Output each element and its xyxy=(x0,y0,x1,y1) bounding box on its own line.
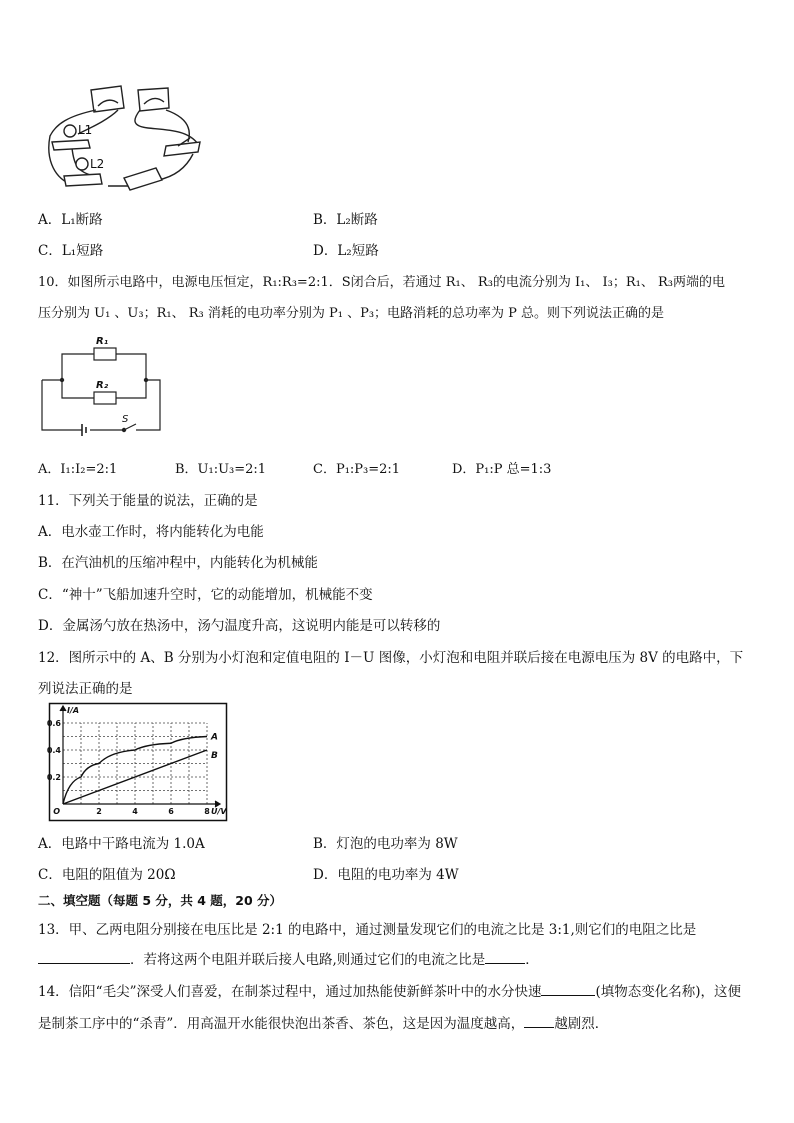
q12-option-a-letter: A． xyxy=(38,836,62,852)
q9-option-d-text: L₂短路 xyxy=(337,243,379,259)
q10-option-c[interactable]: C．P₁:P₃=2:1 xyxy=(313,462,401,477)
q13-line2-text-a: ．若将这两个电阻并联后接人电路,则通过它们的电流之比是 xyxy=(130,952,486,968)
q14-line2-text-a: 是制茶工序中的“杀青”．用高温开水能很快泡出茶香、茶色，这是因为温度越高， xyxy=(38,1016,525,1032)
q11-option-c[interactable]: C．“神十”飞船加速升空时，它的动能增加，机械能不变 xyxy=(38,587,373,603)
q12-option-b-letter: B． xyxy=(313,836,337,852)
q14-answer-blank-1[interactable] xyxy=(541,981,595,996)
q9-circuit-figure xyxy=(38,76,208,194)
series-a-label: A xyxy=(211,732,218,743)
x-tick-label: 2 xyxy=(96,807,102,816)
q12-stem-line1: 12．图所示中的 A、B 分别为小灯泡和定值电阻的 I－U 图像，小灯泡和电阻并联后接在电源电压为 8V 的电路中，下 xyxy=(38,650,744,666)
q11-option-d[interactable]: D．金属汤勺放在热汤中，汤勺温度升高，这说明内能是可以转移的 xyxy=(38,618,441,634)
q10-stem-line1: 10．如图所示电路中，电源电压恒定，R₁:R₃=2:1．S闭合后，若通过 R₁、 R₃的电流分别为 I₁、 I₃；R₁、 R₃两端的电 xyxy=(38,275,725,290)
q10-stem-line2: 压分别为 U₁ 、U₃；R₁、 R₃ 消耗的电功率分别为 P₁ 、P₃；电路消耗的总功率为 P 总。则下列说法正确的是 xyxy=(38,306,665,321)
q14-line1 xyxy=(38,980,741,1000)
x-axis-label: U/V xyxy=(211,807,227,816)
x-tick-label: 6 xyxy=(168,807,174,816)
q12-option-d[interactable] xyxy=(313,863,459,883)
q9-option-b[interactable] xyxy=(313,208,378,228)
q9-option-b-text: L₂断路 xyxy=(336,212,378,228)
q12-option-d-text: 电阻的电功率为 4W xyxy=(337,867,459,883)
q12-option-c-letter: C． xyxy=(38,867,62,883)
q12-option-d-letter: D． xyxy=(313,867,338,883)
q10-option-d[interactable]: D．P₁:P 总=1:3 xyxy=(452,462,552,477)
q9-option-d[interactable] xyxy=(313,239,379,259)
q9-option-a-text: L₁断路 xyxy=(61,212,103,228)
q10-label-r2: R₂ xyxy=(96,380,109,391)
q9-label-l1: L1 xyxy=(78,123,93,137)
section2-title: 二、填空题（每题 5 分，共 4 题，20 分） xyxy=(38,893,283,908)
y-tick-label: 0.2 xyxy=(46,773,61,782)
q11-option-b[interactable]: B．在汽油机的压缩冲程中，内能转化为机械能 xyxy=(38,555,318,571)
q9-option-a-letter: A． xyxy=(38,212,62,228)
x-tick-label: 8 xyxy=(204,807,210,816)
q10-label-r1: R₁ xyxy=(96,336,109,347)
q12-option-a[interactable] xyxy=(38,832,205,852)
q13-answer-blank-2[interactable] xyxy=(485,949,525,964)
q12-stem-line2: 列说法正确的是 xyxy=(38,681,133,697)
q14-line1-text-b: (填物态变化名称)，这便 xyxy=(595,984,742,1000)
q9-option-a[interactable] xyxy=(38,208,103,228)
q13-line2 xyxy=(38,948,539,968)
q10-option-b[interactable]: B．U₁:U₃=2:1 xyxy=(175,462,267,477)
q12-option-b[interactable] xyxy=(313,832,458,852)
q9-label-l2: L2 xyxy=(90,157,105,171)
x-tick-label: 4 xyxy=(132,807,138,816)
q10-circuit-figure xyxy=(38,332,168,440)
q11-stem: 11．下列关于能量的说法，正确的是 xyxy=(38,493,258,509)
q14-line2-text-b: 越剧烈． xyxy=(554,1016,609,1032)
q10-option-a[interactable]: A．I₁:I₂=2:1 xyxy=(38,462,118,477)
q12-option-b-text: 灯泡的电功率为 8W xyxy=(336,836,458,852)
y-axis-label: I/A xyxy=(67,706,80,715)
q12-option-c-text: 电阻的阻值为 20Ω xyxy=(61,867,176,883)
q9-option-b-letter: B． xyxy=(313,212,337,228)
q14-answer-blank-2[interactable] xyxy=(524,1013,554,1028)
chart-frame xyxy=(50,704,227,821)
q9-option-c-letter: C． xyxy=(38,243,62,259)
q10-label-s: S xyxy=(122,414,129,425)
y-tick-label: 0.6 xyxy=(46,719,61,728)
y-tick-label: 0.4 xyxy=(46,746,61,755)
origin-label: O xyxy=(53,807,60,816)
q9-option-c-text: L₁短路 xyxy=(61,243,104,259)
q14-line1-text-a: 14．信阳“毛尖”深受人们喜爱，在制茶过程中，通过加热能使新鲜茶叶中的水分快速 xyxy=(38,984,542,1000)
q12-option-a-text: 电路中干路电流为 1.0A xyxy=(61,836,205,852)
q11-option-a[interactable]: A．电水壶工作时，将内能转化为电能 xyxy=(38,524,264,540)
q9-option-c[interactable] xyxy=(38,239,103,259)
q14-line2 xyxy=(38,1012,608,1032)
q12-iu-chart xyxy=(46,703,227,821)
q13-line1: 13．甲、乙两电阻分别接在电压比是 2:1 的电路中，通过测量发现它们的电流之比是 3:1,则它们的电阻之比是 xyxy=(38,922,697,938)
series-b-label: B xyxy=(211,751,218,761)
q13-line2-text-b: ． xyxy=(525,952,539,968)
q12-option-c[interactable] xyxy=(38,863,176,883)
q13-answer-blank-1[interactable] xyxy=(38,949,130,964)
q9-option-d-letter: D． xyxy=(313,243,338,259)
